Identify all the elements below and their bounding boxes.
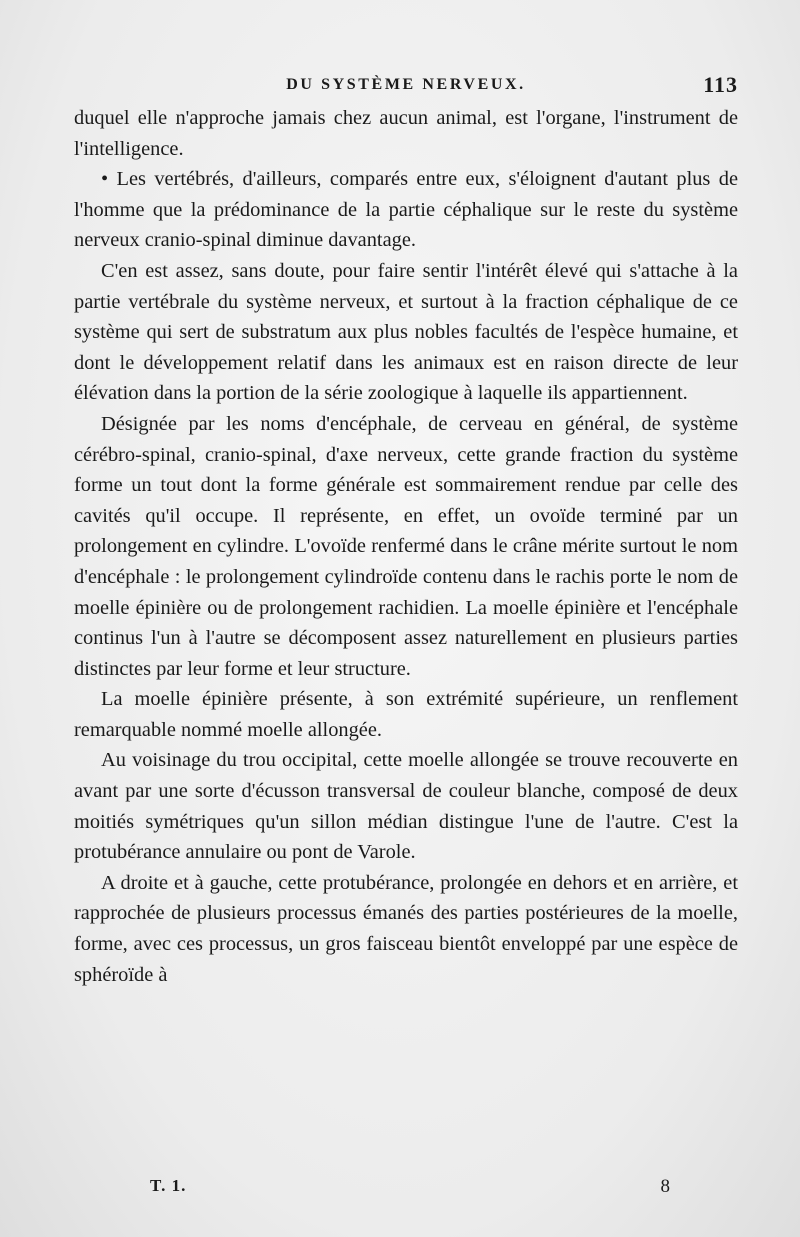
sheet-number: 8: [660, 1176, 670, 1197]
paragraph: Désignée par les noms d'encéphale, de cerveau en général, de système cérébro-spinal, cranio-spinal, d'axe nerveux, cette grande fraction du système forme un tout dont la forme générale est sommairement rendue par celle des cavités qu'il occupe. Il représente, en effet, un ovoïde terminé par un prolongement en cylindre. L'ovoïde renfermé dans le crâne mérite surtout le nom d'encéphale : le prolongement cylindroïde contenu dans le rachis porte le nom de moelle épinière ou de prolongement rachidien. La moelle épinière et l'encéphale continus l'un à l'autre se décomposent assez naturellement en plusieurs parties distinctes par leur forme et leur structure.: [74, 412, 738, 680]
body-text: [74, 103, 738, 990]
paragraph: La moelle épinière présente, à son extrémité supérieure, un renflement remarquable nommé moelle allongée.: [74, 688, 738, 741]
running-title: DU SYSTÈME NERVEUX.: [286, 76, 526, 93]
page-number: 113: [703, 72, 738, 97]
signature-mark: T. 1.: [150, 1176, 187, 1195]
paragraph: Au voisinage du trou occipital, cette moelle allongée se trouve recouverte en avant par une sorte d'écusson transversal de couleur blanche, composé de deux moitiés symétriques qu'un sillon médian distingue l'une de l'autre. C'est la protubérance annulaire ou pont de Varole.: [74, 749, 738, 864]
paragraph: duquel elle n'approche jamais chez aucun animal, est l'organe, l'instrument de l'intelligence.: [74, 107, 738, 160]
paragraph: A droite et à gauche, cette protubérance, prolongée en dehors et en arrière, et rapprochée de plusieurs processus émanés des parties postérieures de la moelle, forme, avec ces processus, un gros faisceau bientôt enveloppé par une espèce de sphéroïde à: [74, 871, 738, 986]
page-footer: [150, 1176, 670, 1202]
paragraph: C'en est assez, sans doute, pour faire sentir l'intérêt élevé qui s'attache à la partie vertébrale du système nerveux, et surtout à la fraction céphalique de ce système qui sert de substratum aux plus nobles facultés de l'espèce humaine, et dont le développement relatif dans les animaux est en raison directe de leur élévation dans la portion de la série zoologique à laquelle ils appartiennent.: [74, 259, 738, 405]
page-header: [74, 72, 738, 102]
paragraph: • Les vertébrés, d'ailleurs, comparés entre eux, s'éloignent d'autant plus de l'homme que la prédominance de la partie céphalique sur le reste du système nerveux cranio-spinal diminue davantage.: [74, 168, 738, 252]
